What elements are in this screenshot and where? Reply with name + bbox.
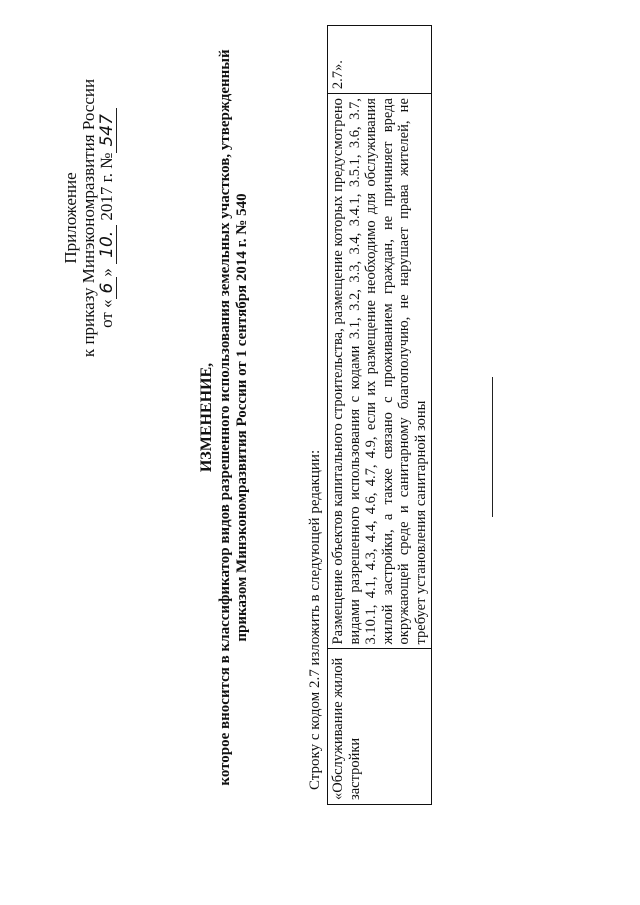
land-use-name-cell: «Обслуживание жилой застройки (328, 649, 432, 805)
intro-text: Строку с кодом 2.7 изложить в следующей редакции: (307, 449, 323, 790)
land-use-code-cell: 2.7». (328, 26, 432, 94)
date-mid: » (97, 268, 116, 277)
document-title (198, 30, 251, 805)
date-month-handwritten: 10. (98, 225, 117, 264)
title-line-1: которое вносится в классификатор видов разрешенного использования земельных участков, утвержденный (217, 49, 233, 786)
date-day-handwritten: 6 (98, 277, 117, 300)
title-heading: ИЗМЕНЕНИЕ, (198, 362, 215, 473)
appendix-order-line: к приказу Минэкономразвития России (79, 78, 98, 358)
land-use-description-cell: Размещение объектов капитального строительства, размещение которых предусмотрено видами разрешенного использования с кодами 3.1, 3.2, 3.3, 3.4, 3.4.1, 3.5.1, 3.6, 3.7, 3.10.1, 4.1, 4.3, 4.4, 4.6, 4.7, 4.9, если их размещение необходимо для обслуживания жилой застройки, а также связано с проживанием граждан, не причиняет вреда окружающей среде и санитарному благополучию, не нарушает права жителей, не требует установления санитарной зоны (328, 94, 432, 649)
appendix-block (62, 58, 117, 378)
appendix-title: Приложение (61, 172, 80, 264)
date-prefix: от « (97, 299, 116, 328)
appendix-date-line (98, 58, 117, 378)
classifier-row-table (327, 25, 432, 805)
table-row (328, 26, 432, 805)
date-year: 2017 г. № (97, 152, 116, 221)
title-line-2: приказом Минэкономразвития России от 1 сентября 2014 г. № 540 (234, 193, 250, 642)
order-number-handwritten: 547 (98, 108, 117, 152)
closing-divider (492, 377, 493, 517)
